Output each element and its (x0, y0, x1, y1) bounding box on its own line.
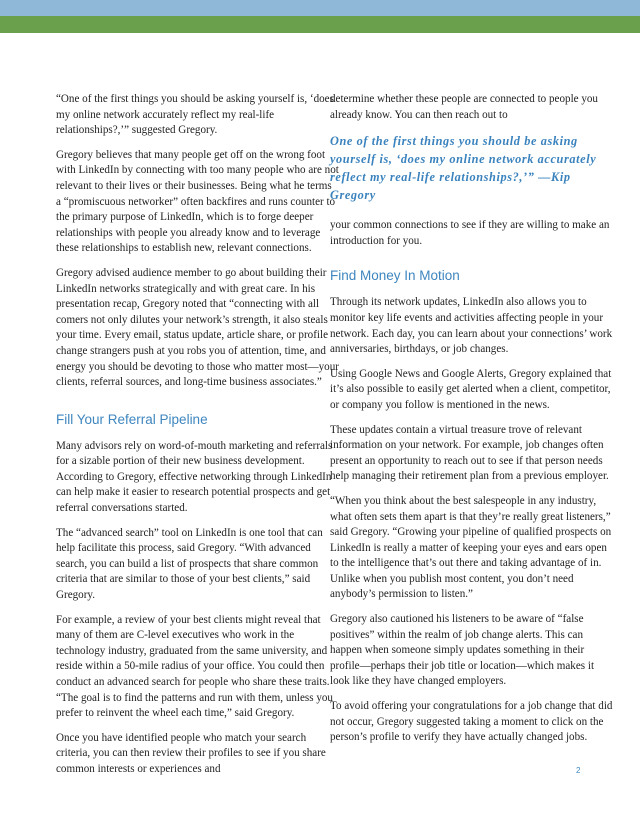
header-band-blue (0, 0, 640, 16)
right-column (330, 92, 615, 755)
paragraph: Gregory also cautioned his listeners to be aware of “false positives” within the realm of job change alerts. This can happen when someone simply updates something in their profile—perhaps their job title or location—which makes it look like they have changed employers. (330, 613, 595, 688)
paragraph: determine whether these people are connected to people you already know. You can then reach out to (330, 93, 598, 121)
paragraph: “One of the first things you should be asking yourself is, ‘does my online network accurately reflect my real-life relationships?,’” suggested Gregory. (56, 93, 334, 137)
paragraph: Once you have identified people who match your search criteria, you can then review their profiles to see if you share common interests or experiences and (56, 731, 326, 775)
paragraph: Gregory advised audience member to go about building their LinkedIn networks strategically and with great care. In his presentation recap, Gregory noted that “connecting with all comers not only dilutes your network’s strength, it also steals your time. Every email, status update, article share, or profile change strangers push at you robs you of attention, time, and energy you should be devoting to those who matter most—your clients, referral sources, and long-time business associates.” (56, 266, 339, 389)
left-column (56, 92, 339, 787)
paragraph: Using Google News and Google Alerts, Gregory explained that it’s also possible to easily get alerted when a client, competitor, or company you follow is mentioned in the news. (330, 367, 612, 411)
pull-quote: One of the first things you should be asking yourself is, ‘does my online network accurately reflect my real-life relationships?,’” —Kip Gregory (330, 134, 597, 203)
paragraph: Through its network updates, LinkedIn also allows you to monitor key life events and activities affecting people in your network. Each day, you can learn about your connections’ work anniversaries, birthdays, or job changes. (330, 296, 613, 356)
paragraph: Many advisors rely on word-of-mouth marketing and referrals for a sizable portion of their new business development. According to Gregory, effective networking through LinkedIn can help make it easier to research potential prospects and get referral conversations started. (56, 439, 333, 515)
section-heading-referral-pipeline: Fill Your Referral Pipeline (56, 411, 208, 427)
paragraph: your common connections to see if they are willing to make an introduction for you. (330, 219, 610, 247)
paragraph: To avoid offering your congratulations for a job change that did not occur, Gregory suggested taking a moment to click on the person’s profile to verify they have actually changed jobs. (330, 700, 613, 744)
paragraph: The “advanced search” tool on LinkedIn is one tool that can help facilitate this process, said Gregory. “With advanced search, you can build a list of prospects that share common criteria that are similar to those of your best clients,” said Gregory. (56, 526, 323, 602)
section-heading-money-in-motion: Find Money In Motion (330, 268, 460, 284)
paragraph: “When you think about the best salespeople in any industry, what often sets them apart is that they’re really great listeners,” said Gregory. “Growing your pipeline of qualified prospects on LinkedIn is really a matter of keeping your eyes and ears open to the intelligence that’s out there and taking advantage of in. Unlike when you publish most content, you don’t need anybody’s permission to listen.” (330, 494, 612, 601)
paragraph: For example, a review of your best clients might reveal that many of them are C-level executives who work in the technology industry, graduated from the same university, and reside within a 50-mile radius of your office. You could then conduct an advanced search for people who share these traits. “The goal is to find the patterns and run with them, unless you prefer to reinvent the wheel each time,” said Gregory. (56, 613, 333, 720)
paragraph: Gregory believes that many people get off on the wrong foot with LinkedIn by connecting with too many people who are not relevant to their lives or their businesses. Being what he terms a “promiscuous networker” often backfires and runs counter to the primary purpose of LinkedIn, which is to forge deeper relationships with people you already know and to leverage these relationships to establish new, relevant connections. (56, 148, 339, 255)
header-band-green (0, 16, 640, 33)
page-number: 2 (576, 766, 581, 775)
paragraph: These updates contain a virtual treasure trove of relevant information on your network. For example, job changes often present an opportunity to reach out to see if that person needs help managing their retirement plan from a previous employer. (330, 423, 609, 483)
